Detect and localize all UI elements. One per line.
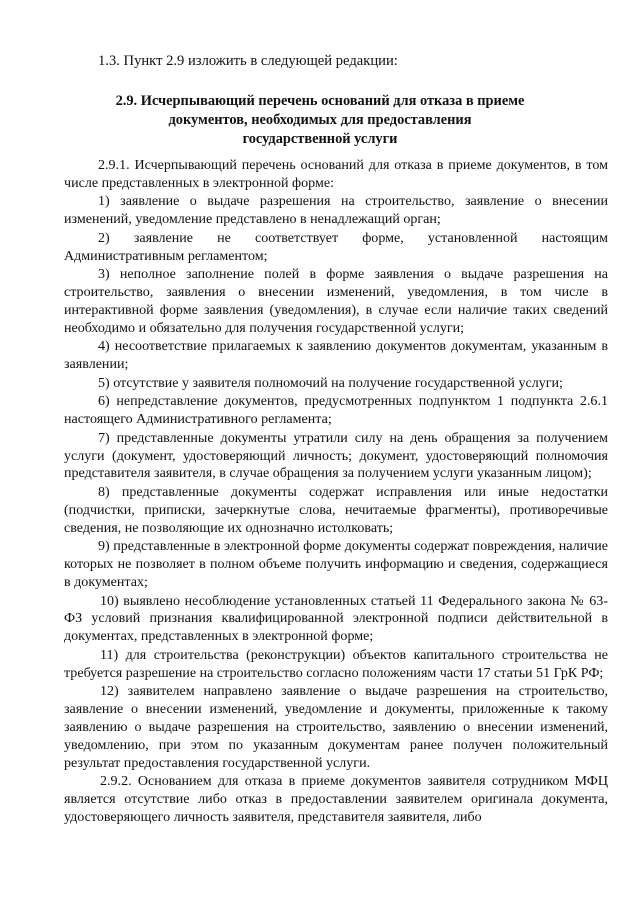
list-item-1: 1) заявление о выдаче разрешения на строительство, заявление о внесении изменений, уведомление представлено в ненадлежащий орган; [64, 193, 608, 228]
list-item-3: 3) неполное заполнение полей в форме заявления о выдаче разрешения на строительство, заявления о внесении изменений, уведомления, в том числе в интерактивной форме заявления (уведомления), в случае если наличие таких сведений необходимо и обязательно для получения государственной услуги; [64, 266, 608, 336]
list-item-9: 9) представленные в электронной форме документы содержат повреждения, наличие которых не позволяет в полном объеме получить информацию и сведения, содержащиеся в документах; [64, 538, 608, 591]
list-item-4: 4) несоответствие прилагаемых к заявлению документов документам, указанным в заявлении; [64, 338, 608, 373]
list-item-5: 5) отсутствие у заявителя полномочий на получение государственной услуги; [98, 374, 563, 391]
section-body [64, 157, 608, 827]
list-item-12: 12) заявителем направлено заявление о выдаче разрешения на строительство, заявление о внесении изменений, уведомление и документы, приложенные к такому заявлению о выдаче разрешения на строительство, заявлению о внесении изменений, уведомлению, при этом по указанным документам ранее получен положительный результат предоставления государственной услуги. [64, 683, 608, 771]
list-item-7: 7) представленные документы утратили силу на день обращения за получением услуги (документ, удостоверяющий личность; документ, удостоверяющий полномочия представителя заявителя, в случае обращения за получением услуги указанным лицом); [64, 429, 608, 482]
paragraph-2-9-1: 2.9.1. Исчерпывающий перечень оснований для отказа в приеме документов, в том числе представленных в электронной форме: [64, 157, 608, 191]
section-heading-line: документов, необходимых для предоставления [168, 112, 472, 128]
list-item-6: 6) непредставление документов, предусмотренных подпунктом 1 подпункта 2.6.1 настоящего Административного регламента; [64, 393, 608, 428]
section-heading-line: 2.9. Исчерпывающий перечень оснований для отказа в приеме [115, 93, 525, 109]
list-item-2: 2) заявление не соответствует форме, установленной настоящим Административным регламентом; [64, 229, 608, 264]
amendment-intro: 1.3. Пункт 2.9 изложить в следующей редакции: [98, 53, 398, 69]
paragraph-2-9-2: 2.9.2. Основанием для отказа в приеме документов заявителя сотрудником МФЦ является отсутствие либо отказ в предоставлении заявителем оригинала документа, удостоверяющего личность заявителя, представителя заявителя, либо [64, 773, 608, 826]
section-heading-line: государственной услуги [242, 131, 398, 147]
list-item-8: 8) представленные документы содержат исправления или иные недостатки (подчистки, приписки, зачеркнутые слова, нечитаемые фрагменты), противоречивые сведения, не позволяющие их однозначно истолковать; [64, 483, 608, 536]
list-item-10: 10) выявлено несоблюдение установленных статьей 11 Федерального закона № 63-ФЗ условий признания квалифицированной электронной подписи действительной в документах, представленных в электронной форме; [64, 592, 608, 645]
section-heading [100, 92, 540, 149]
list-item-11: 11) для строительства (реконструкции) объектов капитального строительства не требуется разрешение на строительство согласно положениям части 17 статьи 51 ГрК РФ; [64, 646, 608, 681]
